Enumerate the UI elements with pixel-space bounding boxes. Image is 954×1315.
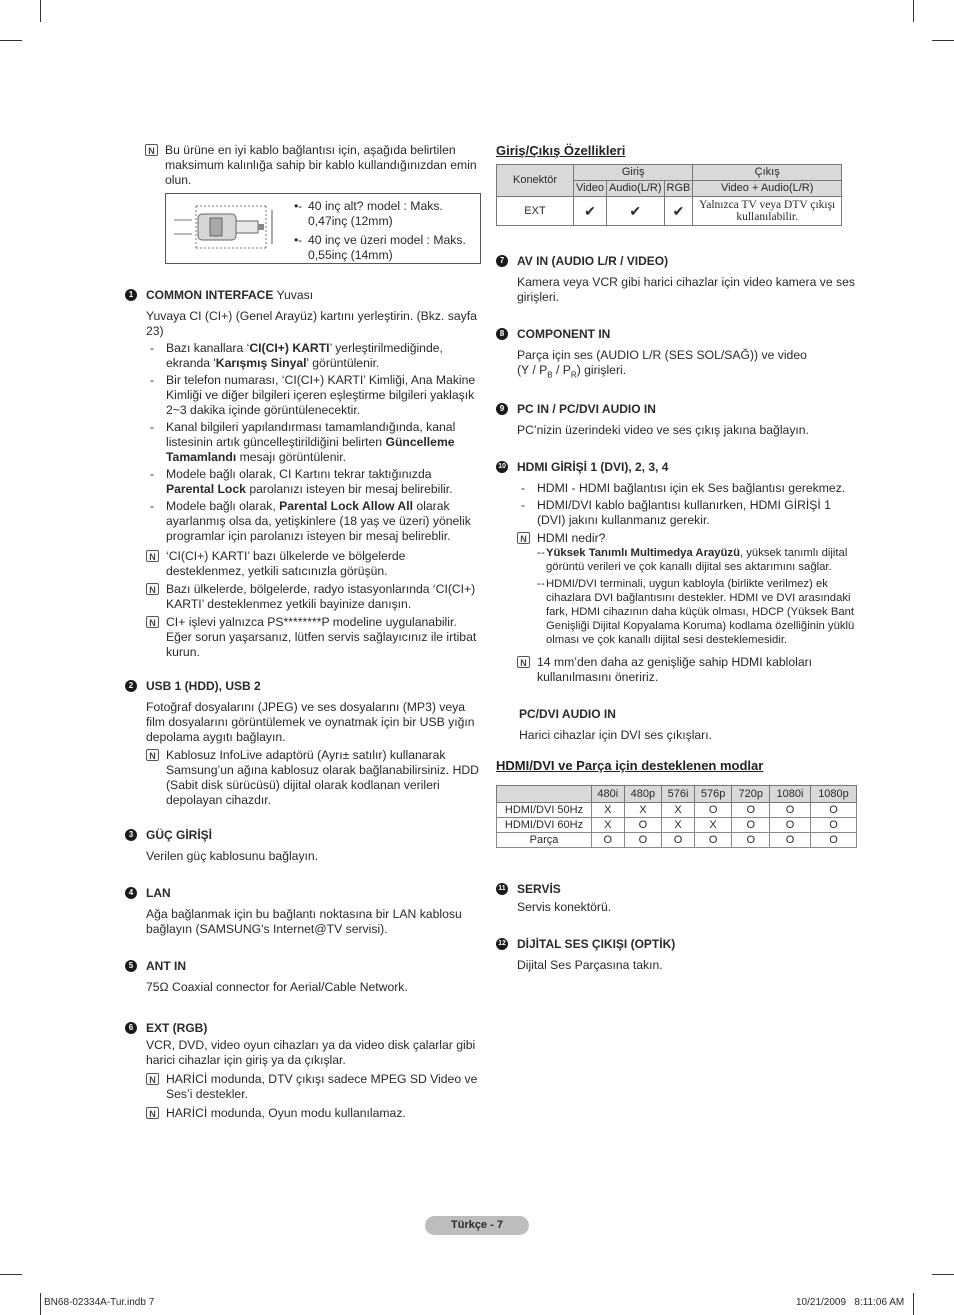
section-number: 1 — [125, 289, 137, 301]
note-icon: N — [517, 656, 530, 668]
note: N ‘CI(CI+) KARTI’ bazı ülkelerde ve bölgelerde desteklenmez, yetkili satıcınızla görüşün. — [146, 549, 483, 579]
right-column — [496, 143, 858, 973]
mode-cell: O — [662, 833, 695, 848]
section-power: 3 GÜÇ GİRİŞİ Verilen güç kablosunu bağlayın. — [125, 828, 483, 864]
section-title: AV IN (AUDIO L/R / VIDEO) — [517, 254, 669, 268]
page-number: Türkçe - 7 — [425, 1216, 529, 1235]
section-hdmi — [496, 460, 858, 685]
table-row: EXT ✔ ✔ ✔ Yalnızca TV veya DTV çıkışı kullanılabilir. — [497, 197, 842, 226]
section-title: ANT IN — [146, 959, 186, 973]
modes-title: HDMI/DVI ve Parça için desteklenen modlar — [496, 758, 764, 774]
section-number: 8 — [496, 328, 508, 340]
mode-cell: O — [694, 833, 732, 848]
section-pc-dvi-audio: PC/DVI AUDIO IN Harici cihazlar için DVI ses çıkışları. — [496, 707, 858, 743]
mode-cell: O — [770, 833, 811, 848]
mode-cell: X — [624, 803, 662, 818]
note-icon: N — [146, 616, 159, 628]
note: N Bazı ülkelerde, bölgelerde, radyo istasyonlarında ‘CI(CI+) KARTI’ desteklenmez yetkili bayinize danışın. — [146, 582, 483, 612]
list-item: - - Yüksek Tanımlı Multimedya Arayüzü, yüksek tanımlı dijital görüntü verileri ve çok kanallı dijital ses aktarımını sağlar. — [537, 546, 858, 574]
crop-mark — [932, 40, 954, 41]
mode-cell: O — [810, 833, 856, 848]
mode-cell: O — [810, 803, 856, 818]
modes-column-header: 720p — [732, 786, 770, 803]
mode-cell: O — [624, 833, 662, 848]
note-icon: N — [517, 532, 530, 544]
list-item: - - HDMI/DVI terminali, uygun kabloyla (birlikte verilmez) ek cihazlara DVI bağlantısını destekler. HDMI ve DVI arasındaki fark, HDMI cihazının daha küçük olması, HDCP (Yüksek Bant Genişliği Dijital Kopyalama Koruma) kodlama özelliğinin yüklü olması ve çok kanallı dijital sesi desteklemesidir. — [537, 577, 858, 647]
modes-column-header: 1080i — [770, 786, 811, 803]
modes-table — [496, 785, 857, 848]
table-row — [497, 833, 857, 848]
io-title: Giriş/Çıkış Özellikleri — [496, 143, 626, 158]
list-item: - HDMI/DVI kablo bağlantısı kullanırken, HDMI GİRİŞİ 1 (DVI) jakını kullanmanız gerekir. — [517, 498, 858, 528]
section-number: 6 — [125, 1022, 137, 1034]
mode-cell: X — [592, 803, 625, 818]
section-title: PC IN / PC/DVI AUDIO IN — [517, 402, 656, 417]
note-icon: N — [145, 144, 158, 156]
modes-column-header: 576p — [694, 786, 732, 803]
section-title: EXT (RGB) — [146, 1021, 208, 1035]
crop-mark — [932, 1274, 954, 1275]
section-title: PC/DVI AUDIO IN — [519, 707, 616, 722]
section-common-interface: 1 COMMON INTERFACE Yuvası Yuvaya CI (CI+) (Genel Arayüz) kartını yerleştirin. (Bkz. sayfa 23) - Bazı kanallara ‘CI(CI+) KARTI’ yerleştirilmediğinde, ekranda 'Karışmış Sinyal' görüntülenir. - Bir telefon numarası, ‘CI(CI+) KARTI’ Kimliği, Ana Makine Kimliği ve diğer bilgileri içeren eşleştirme bilgileri yaklaşık 2~3 dakika içinde görüntülenecektir. - Kanal bilgileri yapılandırması tamamlandığında, kanal listesinin artık güncelleştirildiğini belirten Güncelleme Tamamlandı mesajı görüntülenir. - Modele bağlı olarak, CI Kartını tekrar taktığınızda Parental Lock parolanızı isteyen bir mesaj belirebilir. - Modele bağlı olarak, Parental Lock Allow All olarak ayarlanmış olsa da, yetişkinlere (18 yaş ve üzeri) yönelik programlar için parolanızı isteyen bir mesaj belireblir. N ‘CI(CI+) KARTI’ bazı ülkelerde ve bölgelerde desteklenmez, yetkili satıcınızla görüşün. N Bazı ülkelerde, bölgelerde, radyo istasyonlarında ‘CI(CI+) KARTI’ desteklenmez yetkili bayinize danışın. N CI+ işlevi yalnızca PS********P modeline uygulanabilir. Eğer sorun yaşarsanız, lütfen servis sağlayıcınız ile irtibat kurun. — [125, 288, 483, 660]
print-timestamp: 10/21/2009 8:11:06 AM — [796, 1297, 905, 1308]
section-number: 4 — [125, 887, 137, 899]
list-item: - Modele bağlı olarak, CI Kartını tekrar taktığınızda Parental Lock parolanızı isteyen bir mesaj belirebilir. — [146, 467, 483, 497]
modes-column-header: 1080p — [810, 786, 856, 803]
mode-cell: X — [662, 818, 695, 833]
mode-cell: O — [770, 818, 811, 833]
crop-mark — [913, 1293, 914, 1315]
mode-cell: O — [732, 818, 770, 833]
section-number: 9 — [496, 403, 508, 415]
section-title: LAN — [146, 886, 171, 900]
left-column — [125, 143, 483, 1121]
note-icon: N — [146, 1073, 159, 1085]
section-ext: 6 EXT (RGB) VCR, DVD, video oyun cihazları ya da video disk çalarlar gibi harici cihazlar için giriş ya da çıkışlar. N HARİCİ modunda, DTV çıkışı sadece MPEG SD Video ve Ses’i destekler. N HARİCİ modunda, Oyun modu kullanılamaz. — [125, 1021, 483, 1121]
mode-cell: X — [662, 803, 695, 818]
modes-column-header: 576i — [662, 786, 695, 803]
section-service: 11 SERVİS Servis konektörü. — [496, 882, 858, 915]
section-number: 11 — [496, 883, 508, 895]
mode-cell: O — [770, 803, 811, 818]
list-item: - Modele bağlı olarak, Parental Lock Allow All olarak ayarlanmış olsa da, yetişkinlere (18 yaş ve üzeri) yönelik programlar için parolanızı isteyen bir mesaj belireblir. — [146, 499, 483, 544]
list-item: - Bir telefon numarası, ‘CI(CI+) KARTI’ Kimliği, Ana Makine Kimliği ve diğer bilgileri içeren eşleştirme bilgileri yaklaşık 2~3 dakika içinde görüntülenecektir. — [146, 373, 483, 418]
mode-cell: X — [592, 818, 625, 833]
crop-mark — [913, 0, 914, 22]
section-number: 3 — [125, 829, 137, 841]
section-digital-audio-out: 12 DİJİTAL SES ÇIKIŞI (OPTİK) Dijital Ses Parçasına takın. — [496, 937, 858, 973]
note: N HDMI nedir? — [517, 531, 858, 546]
note: N HARİCİ modunda, DTV çıkışı sadece MPEG SD Video ve Ses’i destekler. — [146, 1072, 483, 1102]
mode-cell: O — [810, 818, 856, 833]
mode-cell: O — [732, 803, 770, 818]
note: N HARİCİ modunda, Oyun modu kullanılamaz. — [146, 1106, 483, 1121]
section-number: 10 — [496, 461, 508, 473]
crop-mark — [40, 0, 41, 22]
mode-cell: O — [694, 803, 732, 818]
list-item: - Bazı kanallara ‘CI(CI+) KARTI’ yerleştirilmediğinde, ekranda 'Karışmış Sinyal' görüntülenir. — [146, 341, 483, 371]
mode-cell: O — [732, 833, 770, 848]
cable-illustration — [170, 200, 280, 260]
file-name: BN68-02334A-Tur.indb 7 — [44, 1297, 155, 1308]
note: N CI+ işlevi yalnızca PS********P modeline uygulanabilir. Eğer sorun yaşarsanız, lütfen servis sağlayıcınız ile irtibat kurun. — [146, 615, 483, 660]
table-row — [497, 818, 857, 833]
list-item: - Kanal bilgileri yapılandırması tamamlandığında, kanal listesinin artık güncelleştirildiğini belirten Güncelleme Tamamlandı mesajı görüntülenir. — [146, 420, 483, 465]
mode-cell: X — [694, 818, 732, 833]
note-icon: N — [146, 583, 159, 595]
crop-mark — [0, 1274, 22, 1275]
note-icon: N — [146, 1107, 159, 1119]
table-row — [497, 803, 857, 818]
mode-cell: O — [592, 833, 625, 848]
section-lan: 4 LAN Ağa bağlanmak için bu bağlantı noktasına bir LAN kablosu bağlayın (SAMSUNG's Internet@TV servisi). — [125, 886, 483, 937]
list-item: - HDMI - HDMI bağlantısı için ek Ses bağlantısı gerekmez. — [517, 481, 858, 496]
note: N 14 mm’den daha az genişliğe sahip HDMI kabloları kullanılmasını öneririz. — [517, 655, 858, 685]
modes-column-header: 480i — [592, 786, 625, 803]
cable-note: N Bu ürüne en iyi kablo bağlantısı için, aşağıda belirtilen maksimum kalınlığa sahip bir kablo kullandığınızdan emin olun. — [145, 143, 483, 188]
section-number: 7 — [496, 255, 508, 267]
io-table: Konektör Giriş Çıkış Video Audio(L/R) RGB Video + Audio(L/R) EXT ✔ ✔ ✔ Yalnızca TV veya DTV çıkışı kullanılabilir. — [496, 164, 842, 226]
cable-spec-1: - • 40 inç alt? model : Maks. 0,47inç (12mm) — [294, 199, 480, 229]
section-title: COMMON INTERFACE — [146, 288, 274, 302]
section-title: HDMI GİRİŞİ 1 (DVI), 2, 3, 4 — [517, 460, 669, 475]
section-number: 5 — [125, 960, 137, 972]
row-label: HDMI/DVI 60Hz — [497, 818, 592, 833]
section-av-in: 7 AV IN (AUDIO L/R / VIDEO) Kamera veya VCR gibi harici cihazlar için video kamera ve ses girişleri. — [496, 254, 858, 305]
section-number: 2 — [125, 680, 137, 692]
crop-mark — [0, 40, 22, 41]
section-ant-in: 5 ANT IN 75Ω Coaxial connector for Aerial/Cable Network. — [125, 959, 483, 995]
section-title: DİJİTAL SES ÇIKIŞI (OPTİK) — [517, 937, 676, 952]
section-title: SERVİS — [517, 882, 561, 897]
section-component-in: 8 COMPONENT IN Parça için ses (AUDIO L/R (SES SOL/SAĞ)) ve video $(Y / P_B / P_R)$ girişleri. — [496, 327, 858, 382]
note: N Kablosuz InfoLive adaptörü (Ayrı± satılır) kullanarak Samsung’un ağına kablosuz olarak bağlanabilirsiniz. HDD (Sabit disk sürücüsü) dijital olarak kodlanan verileri depolayan cihazdır. — [146, 748, 483, 808]
section-title: COMPONENT IN — [517, 327, 611, 341]
crop-mark — [40, 1293, 41, 1315]
section-pc-in: 9 PC IN / PC/DVI AUDIO IN PC’nizin üzerindeki video ve ses çıkış jakına bağlayın. — [496, 402, 858, 438]
cable-spec-2: - • 40 inç ve üzeri model : Maks. 0,55inç (14mm) — [294, 233, 480, 263]
cable-spec-box — [165, 193, 481, 264]
modes-column-header: 480p — [624, 786, 662, 803]
note-icon: N — [146, 550, 159, 562]
row-label: Parça — [497, 833, 592, 848]
note-icon: N — [146, 749, 159, 761]
row-label: HDMI/DVI 50Hz — [497, 803, 592, 818]
section-number: 12 — [496, 938, 508, 950]
section-title: GÜÇ GİRİŞİ — [146, 828, 213, 842]
mode-cell: O — [624, 818, 662, 833]
section-usb: 2 USB 1 (HDD), USB 2 Fotoğraf dosyalarını (JPEG) ve ses dosyalarını (MP3) veya film dosyalarını görüntülemek ve oynatmak için bir USB yığın depolama aygıtı bağlayın. N Kablosuz InfoLive adaptörü (Ayrı± satılır) kullanarak Samsung’un ağına kablosuz olarak bağlanabilirsiniz. HDD (Sabit disk sürücüsü) dijital olarak kodlanan verileri depolayan cihazdır. — [125, 679, 483, 808]
section-title: USB 1 (HDD), USB 2 — [146, 679, 261, 693]
